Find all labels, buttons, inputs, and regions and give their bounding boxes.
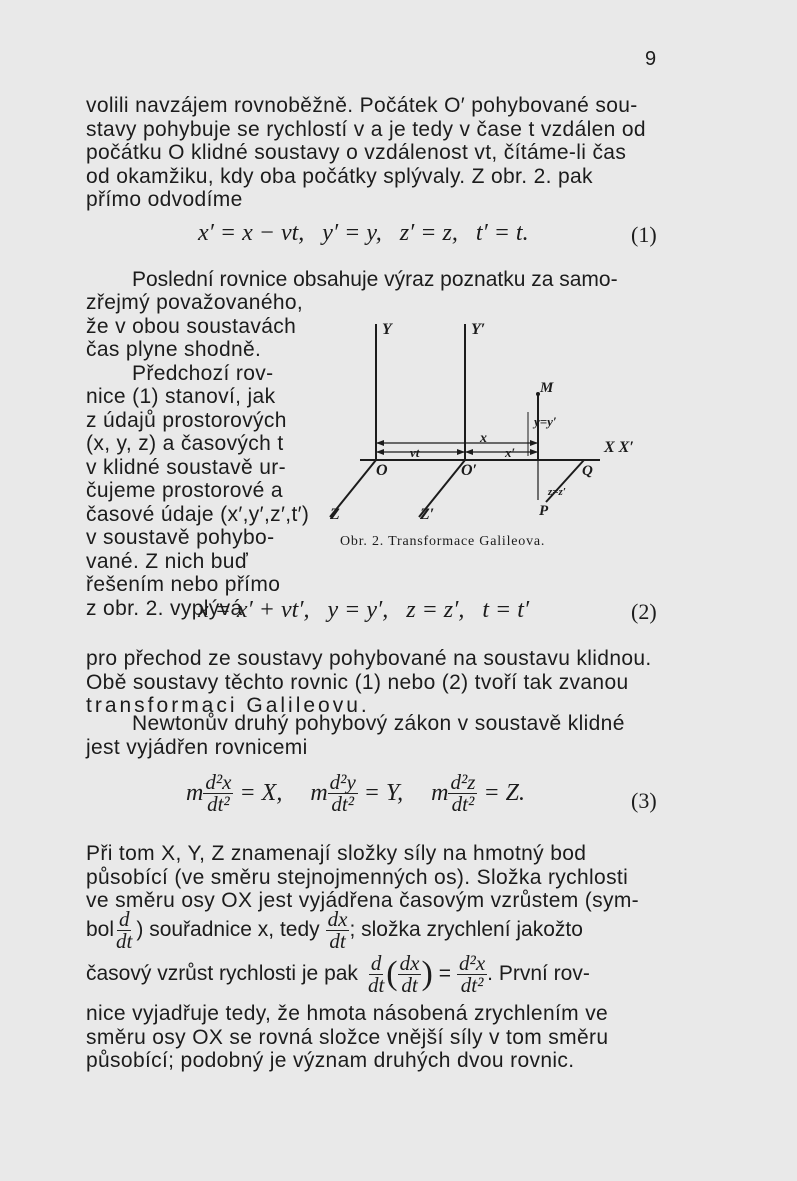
frac-denominator: dt²: [331, 792, 355, 816]
frac-numerator: d²x: [459, 950, 486, 975]
frac-denominator: dt: [116, 928, 133, 953]
frac-numerator: d²x: [205, 770, 232, 794]
frac-denominator: dt: [367, 972, 385, 997]
label-m: M: [540, 380, 554, 396]
equation-3-number: (3): [631, 788, 657, 813]
paragraph-first-line: Poslední rovnice obsahuje výraz poznatku za samo-: [132, 268, 618, 291]
text-line: jest vyjádřen rovnicemi: [86, 735, 308, 759]
frac-numerator: dx: [399, 950, 420, 975]
frac-numerator: d: [118, 906, 130, 931]
text-line: počátku O klidné soustavy o vzdálenost vt, čítáme-li čas: [86, 141, 627, 164]
text-line: čas plyne shodně.: [86, 338, 262, 361]
text-line: Při tom X, Y, Z znamenají složky síly na hmotný bod: [86, 842, 587, 865]
label-x: x: [480, 431, 487, 446]
label-y-prime: Y′: [471, 321, 486, 338]
frac-denominator: dt: [329, 928, 346, 953]
text-line: Předchozí rov-: [132, 361, 274, 385]
paragraph-components: [86, 842, 666, 913]
frac-numerator: d: [370, 950, 382, 975]
eq3-r3: = Z.: [483, 780, 525, 806]
equation-2: x = x′ + vt′, y = y′, z = z′, t = t′: [198, 597, 530, 623]
paragraph-transformation: [86, 647, 666, 718]
text-line: Obě soustavy těchto rovnic (1) nebo (2) tvoří tak zvanou: [86, 670, 629, 694]
frac-denominator: dt²: [451, 792, 475, 816]
line-symbol: [86, 908, 666, 952]
frac-dx-dt: [398, 950, 422, 997]
text-line: z obr. 2. vyplývá: [86, 596, 243, 620]
text-line: zřejmý považovaného,: [86, 291, 304, 314]
text-line: Newtonův druhý pohybový zákon v soustavě klidné: [132, 712, 625, 735]
paragraph-newton: [86, 712, 666, 759]
text-fragment: bol: [86, 918, 115, 942]
label-z-prime: Z′: [420, 506, 435, 523]
frac-numerator: d²z: [450, 770, 476, 794]
label-xx-prime: X X′: [604, 439, 634, 456]
paren-open: (: [386, 955, 398, 993]
equation-1-number: (1): [631, 222, 657, 247]
text-line: řešením nebo přímo: [86, 573, 281, 596]
frac-denominator: dt²: [207, 792, 230, 816]
paragraph-conclusion: [86, 1002, 666, 1073]
label-o-prime: O′: [461, 462, 478, 479]
text-line: působící; podobný je význam druhých dvou rovnic.: [86, 1049, 575, 1072]
text-line: v soustavě pohybo-: [86, 526, 275, 549]
text-line: směru osy OX se rovná složce vnější síly v tom směru: [86, 1025, 609, 1049]
label-z-eq: z=z′: [548, 486, 566, 498]
text-line: působící (ve směru stejnojmenných os). Složka rychlosti: [86, 865, 629, 889]
text-line: nice (1) stanoví, jak: [86, 385, 276, 408]
label-x-prime: x′: [505, 445, 516, 460]
frac-denominator: dt²: [460, 972, 484, 997]
equation-3: [186, 772, 525, 815]
eq3-m1: m: [186, 780, 204, 806]
equation-2-number: (2): [631, 599, 657, 624]
text-line: přímo odvodíme: [86, 188, 243, 211]
frac-d-dt: [366, 950, 386, 997]
text-fragment: ; složka zrychlení jakožto: [349, 918, 583, 942]
equation-1: x′ = x − vt, y′ = y, z′ = z, t′ = t.: [198, 220, 529, 246]
eq3-r1: = X,: [239, 780, 283, 806]
label-y: Y: [382, 321, 392, 338]
page-number: 9: [645, 48, 657, 70]
text-fragment: . První rov-: [487, 962, 590, 986]
eq3-m3: m: [431, 780, 449, 806]
label-o: O: [376, 462, 388, 479]
eq3-frac-y: [328, 772, 358, 815]
text-fragment: ) souřadnice x, tedy: [136, 918, 320, 942]
text-line: stavy pohybuje se rychlostí v a je tedy v čase t vzdálen od: [86, 117, 646, 141]
text-line: nice vyjadřuje tedy, že hmota násobená zrychlením ve: [86, 1002, 609, 1025]
frac-numerator: d²y: [329, 770, 356, 794]
paragraph-intro: [86, 94, 666, 212]
text-line: pro přechod ze soustavy pohybované na soustavu klidnou.: [86, 647, 652, 670]
text-line: že v obou soustavách: [86, 314, 297, 338]
frac-d2x-dt2: [457, 950, 487, 997]
text-line: z údajů prostorových: [86, 408, 287, 432]
paren-close: ): [421, 955, 433, 993]
frac-denominator: dt: [401, 972, 418, 997]
text-fragment: časový vzrůst rychlosti je pak: [86, 962, 358, 986]
label-q: Q: [582, 463, 593, 479]
eq3-m2: m: [310, 780, 328, 806]
eq3-r2: = Y,: [363, 780, 404, 806]
eq3-frac-z: [448, 772, 477, 815]
text-line: transformaci Galileovu.: [86, 694, 370, 717]
text-fragment: =: [438, 962, 452, 986]
eq3-frac-x: [203, 772, 233, 815]
text-line: vané. Z nich buď: [86, 549, 249, 573]
label-z: Z: [330, 506, 340, 523]
text-line: (x, y, z) a časových t: [86, 432, 284, 455]
text-line: v klidné soustavě ur-: [86, 455, 286, 479]
frac-numerator: dx: [327, 906, 348, 931]
galilean-transformation-figure: [310, 312, 680, 527]
paragraph-wrapped: [86, 291, 326, 620]
figure-caption: Obr. 2. Transformace Galileova.: [340, 534, 546, 549]
text-line: volili navzájem rovnoběžně. Počátek O′ pohybované sou-: [86, 94, 638, 117]
label-vt: vt: [410, 445, 420, 460]
frac-d-dt: [114, 906, 134, 953]
frac-dx-dt: [326, 906, 350, 953]
label-p: P: [539, 503, 549, 519]
text-line: od okamžiku, kdy oba počátky splývaly. Z obr. 2. pak: [86, 164, 593, 188]
label-y-eq: y=y′: [534, 414, 557, 429]
text-line: čujeme prostorové a: [86, 479, 283, 502]
line-acceleration: [86, 950, 666, 998]
text-line: ve směru osy OX jest vyjádřena časovým vzrůstem (sym-: [86, 889, 640, 912]
text-line: časové údaje (x′,y′,z′,t′): [86, 502, 310, 526]
